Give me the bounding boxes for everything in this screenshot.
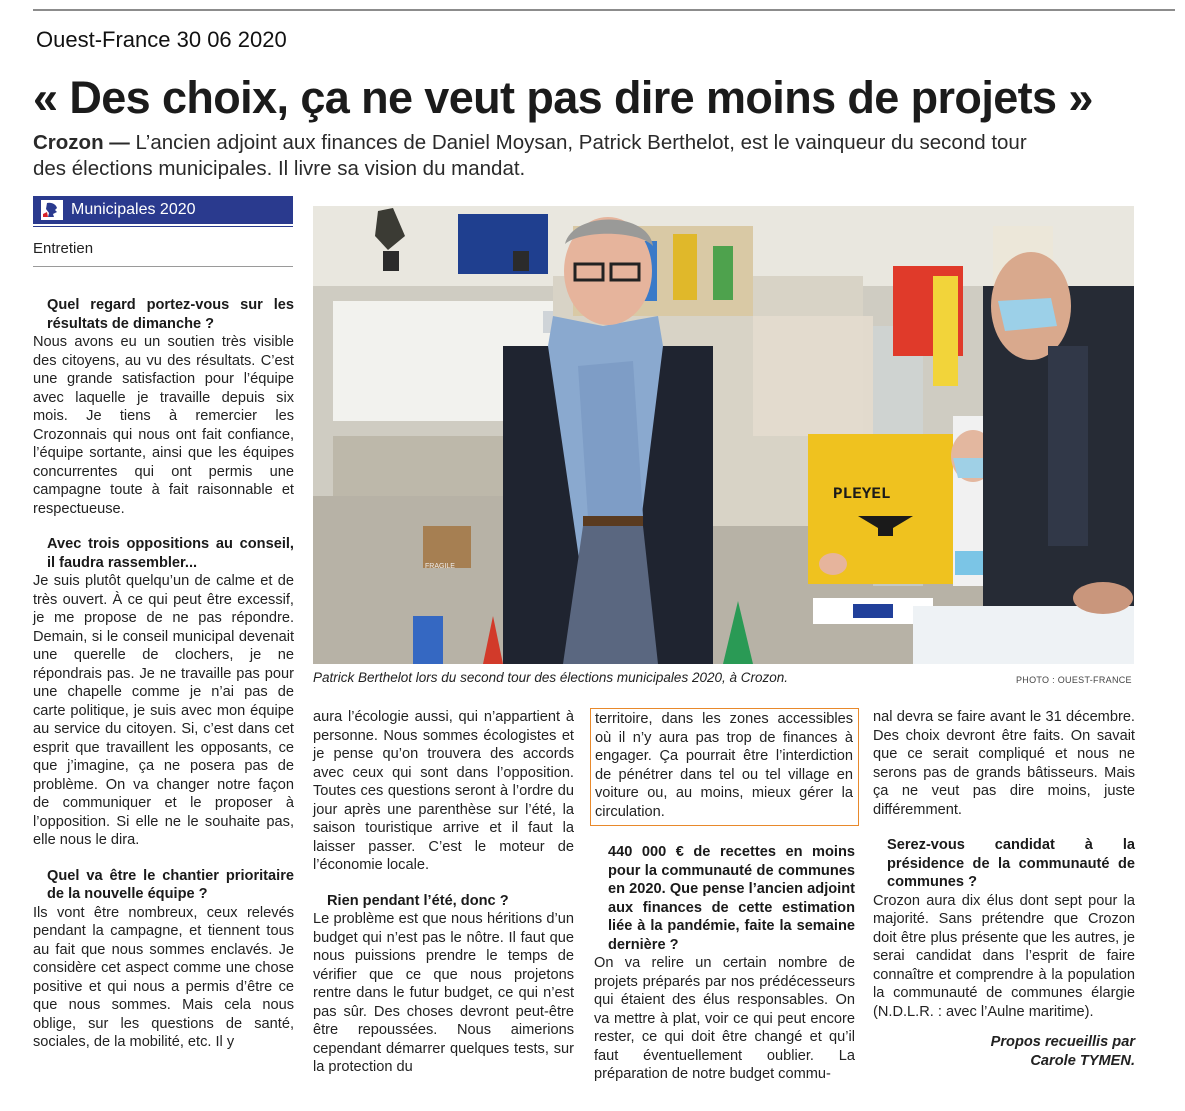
lead-paragraph <box>33 130 1033 182</box>
lead-text: L’ancien adjoint aux finances de Daniel Moysan, Patrick Berthelot, est le vainqueur du second tour des élections municipales. Il livre sa vision du mandat. <box>33 131 1027 180</box>
question-5: 440 000 € de recettes en moins pour la communauté de communes en 2020. Que pense l’ancien adjoint aux finances de cette estimation liée à la pandémie, faite la semaine dernière ? <box>608 844 855 953</box>
answer-3-part-1: Ils vont être nombreux, ceux relevés pendant la campagne, et tiennent tous au fait que nous sommes enclavés. Je considère cet aspect comme une chose positive et qui nous a permis d’être ce que nous sommes. Mais cela nous oblige, sur les questions de santé, sociales, de la mobilité, etc. Il y <box>33 904 294 1050</box>
column-2 <box>313 708 574 1077</box>
question-6: Serez-vous candidat à la présidence de la communauté de communes ? <box>887 837 1135 890</box>
rubric-rule <box>33 226 293 227</box>
question-4: Rien pendant l’été, donc ? <box>327 892 509 909</box>
answer-4-part-2: territoire, dans les zones accessibles où il n’y aura pas trop de finances à engager. Ça pourrait être l’interdiction de pénétrer dans tel ou tel village en voiture ou, au moins, mieux gérer la circulation. <box>595 711 853 820</box>
column-1 <box>33 296 294 1052</box>
byline-line-1: Propos recueillis par <box>990 1034 1135 1050</box>
byline-author: Carole TYMEN. <box>1030 1052 1135 1069</box>
answer-5-part-2: nal devra se faire avant le 31 décembre. Des choix devront être faits. On savait que ce serait compliqué et nous ne serons pas de grands bâtisseurs. Mais ça ne veut pas dire moins, juste différemment. <box>873 709 1135 818</box>
answer-4-part-1: Le problème est que nous héritions d’un budget qui n’est pas le nôtre. Il faut que nous puissions prendre le temps de vérifier que ce que nous projetons rentre dans le futur budget, ce qui n’est pas sûr. Des choses devront peut-être être repoussées. Nous aimerions cependant démarrer quelques tests, sur la protection du <box>313 911 574 1075</box>
kicker-rule <box>33 266 293 267</box>
kicker-label: Entretien <box>33 240 94 257</box>
pleyel-label: PLEYEL <box>833 485 891 503</box>
top-rule <box>33 9 1175 11</box>
photo-illustration <box>313 206 1134 664</box>
fragile-label: FRAGILE <box>425 563 455 570</box>
article-photo <box>313 206 1134 664</box>
answer-3-part-2: aura l’écologie aussi, qui n’appartient à personne. Nous sommes écologistes et je pense qu’on trouvera des accords avec ceux qui sont dans l’opposition. Toutes ces questions seront à l’ordre du jour après une parenthèse sur l’été, la saison touristique arrive et il faut la laisser passer. C’est le moteur de l’économie locale. <box>313 709 574 873</box>
column-4 <box>873 708 1135 1070</box>
column-3 <box>594 708 855 1084</box>
lead-place: Crozon — <box>33 131 130 154</box>
answer-6: Crozon aura dix élus dont sept pour la majorité. Sans prétendre que Crozon doit être plus présente que les autres, je serai candidat dans l’esprit de faire connaître et comprendre à la population la communauté de communes élargie (N.D.L.R. : avec l’Aulne maritime). <box>873 892 1135 1020</box>
question-2: Avec trois oppositions au conseil, il faudra rassembler... <box>47 536 294 571</box>
photo-credit: PHOTO : OUEST-FRANCE <box>1016 675 1132 685</box>
headline: « Des choix, ça ne veut pas dire moins de projets » <box>33 72 1093 123</box>
rubric-label: Municipales 2020 <box>71 201 196 218</box>
question-3: Quel va être le chantier prioritaire de la nouvelle équipe ? <box>47 867 294 902</box>
photo-caption: Patrick Berthelot lors du second tour des élections municipales 2020, à Crozon. <box>313 670 789 685</box>
marianne-icon <box>41 200 63 220</box>
highlighted-excerpt <box>590 708 859 826</box>
answer-1: Nous avons eu un soutien très visible des citoyens, au vu des résultats. C’est une grande satisfaction pour l’équipe avec laquelle je travaille depuis six mois. Je tiens à remercier les Crozonnais qui nous ont fait confiance, l’équipe sortante, ainsi que les équipes concurrentes qui ont permis une campagne toute à fait raisonnable et respectueuse. <box>33 334 294 517</box>
question-1: Quel regard portez-vous sur les résultats de dimanche ? <box>47 297 294 332</box>
answer-5-part-1: On va relire un certain nombre de projets préparés par nos prédécesseurs qui étaient des élus responsables. On va mettre à plat, voir ce qui peut encore rester, ce qui doit être changé et qu’il faut éventuellement oublier. La préparation de notre budget commu- <box>594 955 855 1082</box>
source-label: Ouest-France 30 06 2020 <box>36 27 287 52</box>
byline <box>873 1033 1135 1070</box>
rubric-banner <box>33 196 293 224</box>
answer-2: Je suis plutôt quelqu’un de calme et de très ouvert. À ce qui peut être excessif, je me propose de ne pas répondre. Demain, si le conseil municipal devenait une querelle de clochers, je ne répondrais pas. Je ne travaille pas pour une chapelle comme je n’ai pas de carte politique, je suis avec mon équipe au service du citoyen. Si, c’est dans cet esprit que travaillent les opposants, ce que j’imagine, ça ne posera pas de problème. On va changer notre façon de communiquer et le proposer à l’opposition. Si elle ne le souhaite pas, elle nous le dira. <box>33 573 294 848</box>
